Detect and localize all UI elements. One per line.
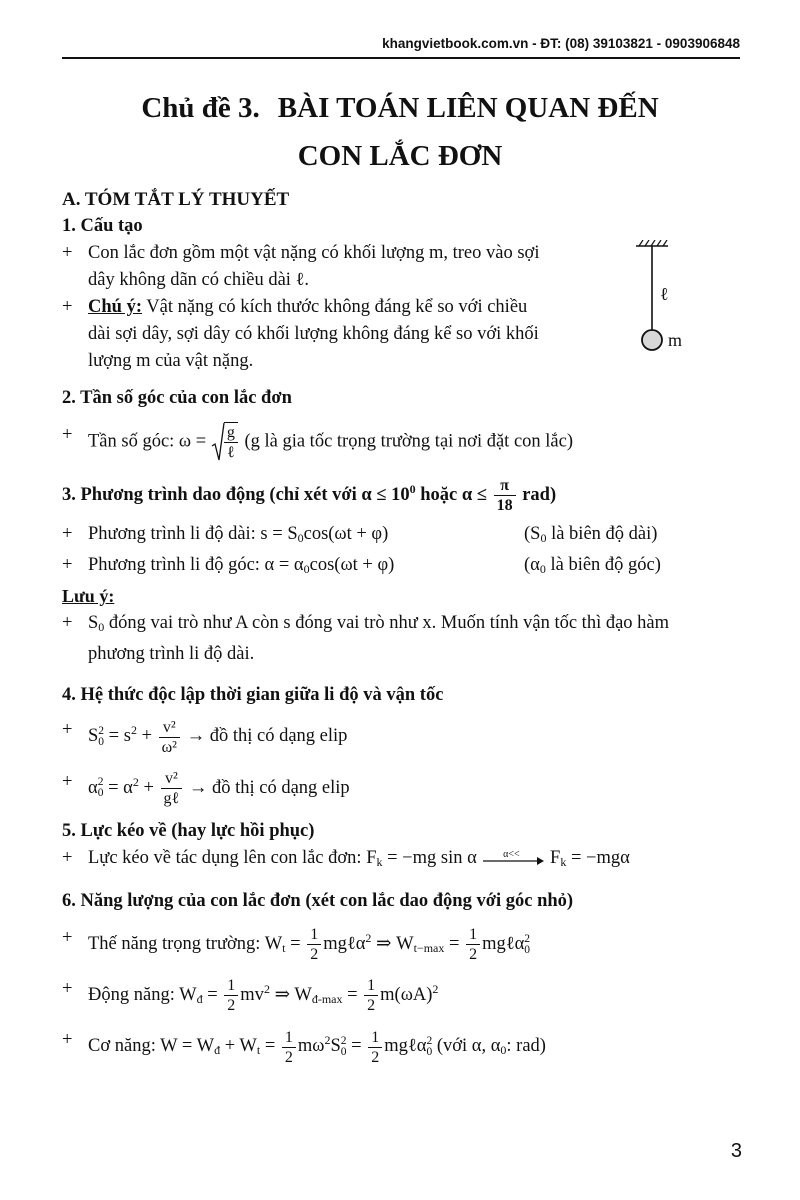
title-line-2: CON LẮC ĐƠN xyxy=(297,140,503,172)
s6-total-energy: + Cơ năng: $W = W_đ + W_t$ = $\frac{1}{2}$ $m\omega^2S$ 2 0 = $\frac{1}{2}$ mgℓα 2 0 (với α, $\alpha_0$: rad) xyxy=(62,1028,546,1066)
s3-eq-2: + Phương trình li độ góc: $\alpha = \alpha_0\cos(\omega t + \varphi)$ ($\alpha_0$ là biên độ góc) xyxy=(62,555,661,577)
header-contact: khangvietbook.com.vn - ĐT: (08) 39103821 - 0903906848 xyxy=(382,36,740,51)
s2-heading: 2. Tần số góc của con lắc đơn xyxy=(62,388,292,408)
s1-heading: 1. Cấu tạo xyxy=(62,216,143,236)
page-number: 3 xyxy=(730,1140,742,1162)
s3-note: + $S_0$ đóng vai trò như A còn s đóng vai trò như x. Muốn tính vận tốc thì đạo hàm phương trình li độ dài. xyxy=(62,613,670,665)
pendulum-mass-label: m xyxy=(668,330,683,350)
pendulum-length-label: ℓ xyxy=(660,284,669,304)
s6-potential-energy: + Thế năng trọng trường: $W_t$ = $\frac{1}{2}$ mgℓα$^2$ ⇒ $W_{t-max}$ = $\frac{1}{2}$ mgℓα 2 0 xyxy=(62,926,531,963)
content xyxy=(62,186,742,1067)
s3-eq-1: + Phương trình li độ dài: $s = S_0\cos(\omega t + \varphi)$ ($S_0$ là biên độ dài) xyxy=(62,524,658,546)
note-label: Chú ý: xyxy=(88,297,142,317)
s2-formula: + Tần số góc: ω = $\frac{g}{\text{ℓ}}$ (g là gia tốc trọng trường tại nơi đặt con lắc) xyxy=(62,424,574,461)
sqrt-g-over-l: $\frac{g}{\text{ℓ}}$ xyxy=(211,422,240,462)
page-header xyxy=(62,36,740,59)
luu-y-label: Lưu ý: xyxy=(62,586,115,607)
title-line-1: Chủ đề 3. BÀI TOÁN LIÊN QUAN ĐẾN xyxy=(141,92,659,124)
s3-heading: 3. Phương trình dao động (chỉ xét với $\alpha \le 10^0$ hoặc α ≤ $\frac{\pi}{18}$ rad) xyxy=(62,477,557,515)
s5-heading: 5. Lực kéo về (hay lực hồi phục) xyxy=(62,820,315,841)
page-title xyxy=(60,84,740,180)
s1-bullet-2: + Chú ý: Vật nặng có kích thước không đáng kể so với chiều dài sợi dây, sợi dây có khối lượng không đáng kể so với khối lượng m của vật nặng. xyxy=(62,297,539,371)
s4-eq-1: + S 2 0 = $s^2$ + $\frac{\text{v²}}{\text{ω²}}$ → đồ thị có dạng elip xyxy=(62,718,348,756)
s6-kinetic-energy: + Động năng: $W_đ$ = $\frac{1}{2}$ $mv^2$ ⇒ $W_{đ-max}$ = $\frac{1}{2}$ $m(\omega A)^2$ xyxy=(62,977,439,1015)
s4-eq-2: + α 2 0 = $\alpha^2$ + $\frac{\text{v²}}{\text{gℓ}}$ → đồ thị có dạng elip xyxy=(62,769,350,807)
s4-heading: 4. Hệ thức độc lập thời gian giữa li độ và vận tốc xyxy=(62,685,444,706)
s5-formula: + Lực kéo về tác dụng lên con lắc đơn: $F_k = -mg$ sin α α<< $F_k = -mg\alpha$ xyxy=(62,847,630,869)
s1-bullet-1: + Con lắc đơn gồm một vật nặng có khối lượng m, treo vào sợi dây không dãn có chiều dài ℓ. xyxy=(62,243,540,290)
section-a-heading: A. TÓM TẮT LÝ THUYẾT xyxy=(62,189,290,210)
s6-heading: 6. Năng lượng của con lắc đơn (xét con lắc dao động với góc nhỏ) xyxy=(62,890,574,911)
